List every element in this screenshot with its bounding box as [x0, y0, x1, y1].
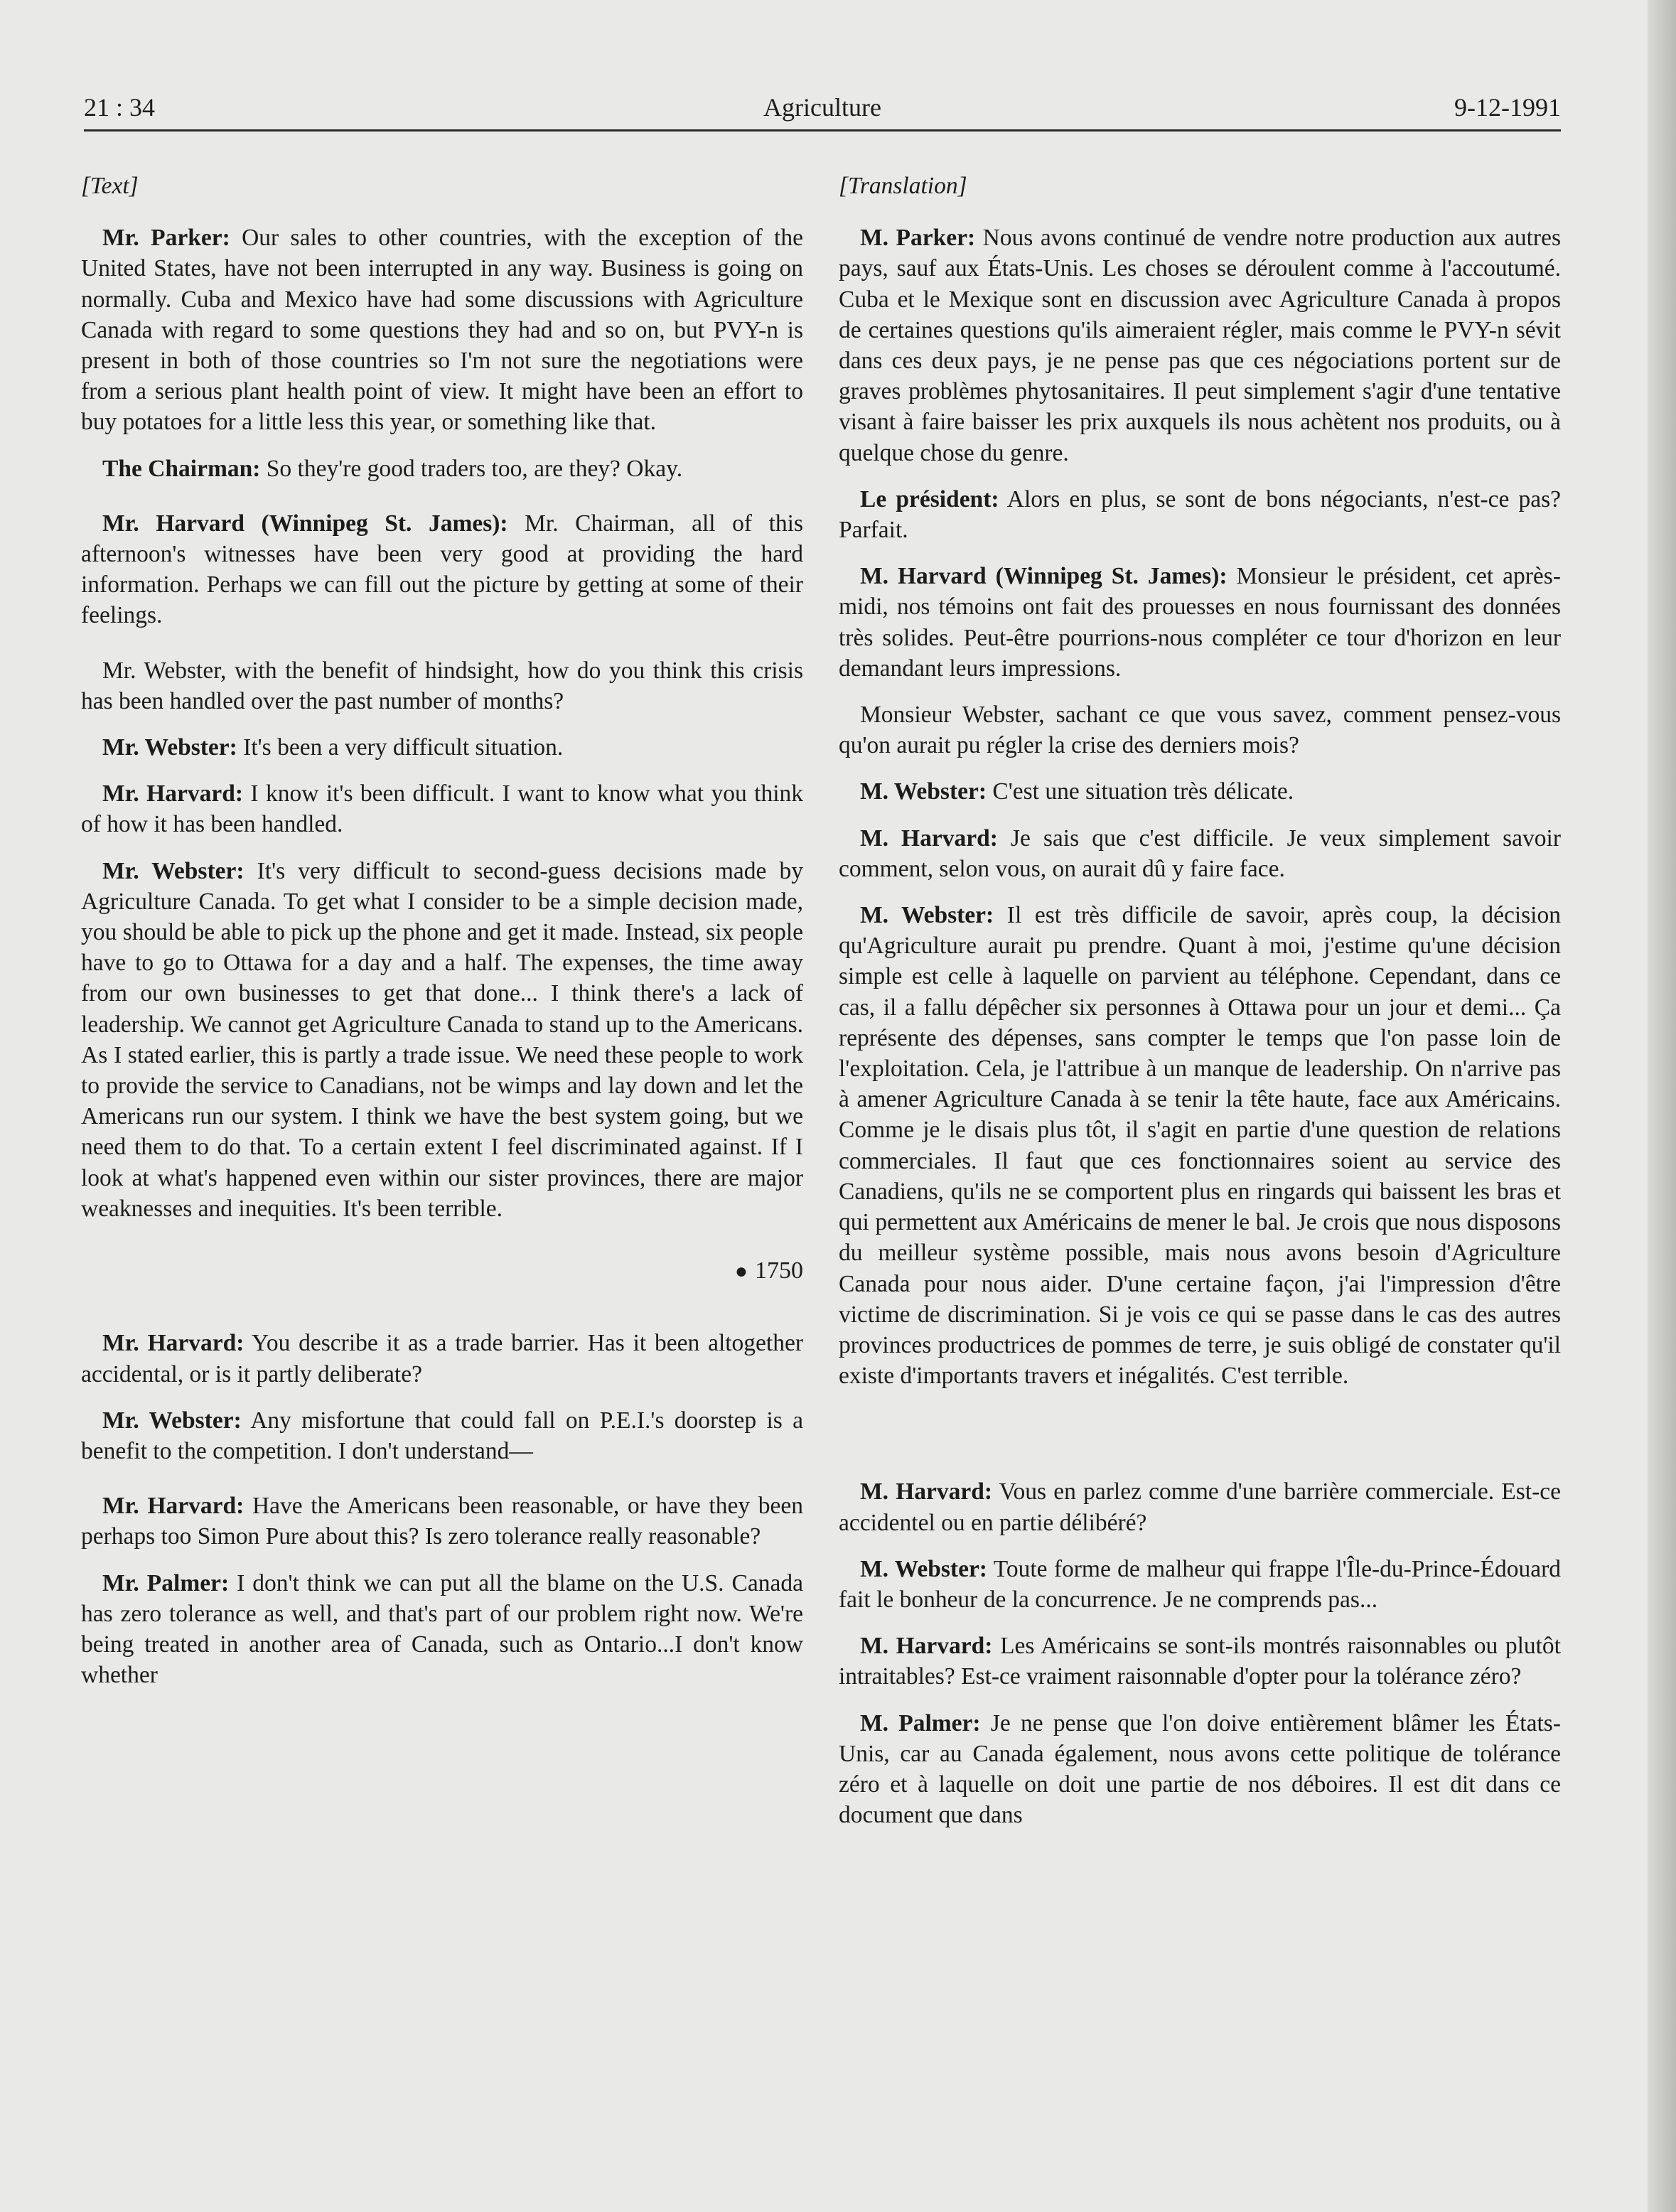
- speaker-name: M. Harvard (Winnipeg St. James):: [860, 563, 1228, 590]
- speech-text: So they're good traders too, are they? Okay.: [260, 455, 683, 482]
- page-edge-shadow: [1648, 0, 1676, 2212]
- speech-text: Any misfortune that could fall on P.E.I.'s doorstep is a benefit to the competition. I don't understand—: [81, 1407, 804, 1464]
- speaker-name: M. Parker:: [860, 225, 976, 252]
- speech-text: I know it's been difficult. I want to know what you think of how it has been handled.: [81, 780, 804, 838]
- speech-text: Alors en plus, se sont de bons négociants, n'est-ce pas? Parfait.: [839, 485, 1562, 544]
- speaker-name: Mr. Harvard:: [102, 1330, 245, 1357]
- page-date: 9-12-1991: [1454, 93, 1561, 122]
- paragraph: [839, 484, 1561, 545]
- speech-text: Vous en parlez comme d'une barrière commerciale. Est-ce accidentel ou en partie délibéré?: [839, 1478, 1561, 1536]
- speaker-name: Mr. Webster:: [102, 857, 245, 884]
- speech-text: It's been a very difficult situation.: [237, 734, 564, 761]
- paragraph: Mr. Webster, with the benefit of hindsight, how do you think this crisis has been handled over the past number of months?: [81, 657, 803, 714]
- column-label: [Text]: [81, 173, 139, 199]
- paragraph: [81, 222, 803, 437]
- speech-text: Je sais que c'est difficile. Je veux simplement savoir comment, selon vous, on aurait dû y faire face.: [839, 825, 1562, 882]
- speaker-name: Mr. Parker:: [102, 225, 230, 252]
- paragraph: [839, 776, 1561, 807]
- speech-text: C'est une situation très délicate.: [987, 778, 1294, 805]
- paragraph: [839, 222, 1561, 468]
- paragraph: [839, 1554, 1561, 1615]
- page-header: [84, 87, 1561, 131]
- paragraph: Monsieur Webster, sachant ce que vous savez, comment pensez-vous qu'on aurait pu régler la crise des derniers mois?: [839, 702, 1561, 759]
- paragraph: [81, 508, 803, 631]
- column-label: [Translation]: [839, 173, 967, 199]
- paragraph: [81, 1328, 803, 1389]
- speaker-name: Mr. Harvard:: [102, 780, 244, 807]
- english-column: [81, 171, 803, 1706]
- paragraph: [839, 900, 1561, 1391]
- paragraph: [81, 1568, 803, 1691]
- paragraph: [839, 823, 1561, 884]
- paragraph: [81, 778, 803, 839]
- speaker-name: M. Webster:: [860, 1555, 987, 1582]
- french-column: [839, 171, 1561, 1846]
- speaker-name: Mr. Harvard:: [102, 1493, 245, 1520]
- paragraph: [839, 561, 1561, 684]
- speech-text: Je ne pense que l'on doive entièrement blâmer les États-Unis, car au Canada également, nous avons cette politique de tolérance zéro et à laquelle on doit une partie de nos déboires. Il est dit dans ce document que dans: [839, 1709, 1561, 1829]
- speech-text: Nous avons continué de vendre notre production aux autres pays, sauf aux États-Unis. Les choses se déroulent comme à l'accoutumé. Cuba et le Mexique sont en discussion avec Agriculture Canada à propos de certaines questions qu'ils aimeraient régler, mais comme le PVY-n sévit dans ces deux pays, je ne pense pas que ces négociations portent sur de graves problèmes phytosanitaires. Il peut simplement s'agir d'une tentative visant à faire baisser les prix auxquels ils nous achètent nos produits, ou à quelque chose du genre.: [839, 225, 1561, 466]
- paragraph: [839, 1631, 1561, 1692]
- speech-text: Il est très difficile de savoir, après coup, la décision qu'Agriculture aurait pu prendre. Quant à moi, j'estime qu'une décision simple est celle à laquelle on parvient au téléphone. Cependant, dans ce cas, il a fallu dépêcher six personnes à Ottawa pour un jour et demi... Ça représente des dépenses, sans compter le temps que l'on passe loin de l'exploitation. Cela, je l'attribue à un manque de leadership. On n'arrive pas à amener Agriculture Canada à se tenir la tête haute, face aux Américains. Comme je le disais plus tôt, il s'agit en partie d'une question de relations commerciales. Il faut que ces fonctionnaires soient au service des Canadiens, qu'ils ne se comportent plus en ringards qui baissent les bras et qui permettent aux Américains de mener le bal. Je crois que nous disposons du meilleur système possible, mais nous avons besoin d'Agriculture Canada pour nous aider. D'une certaine façon, j'ai l'impression d'être victime de discrimination. Si je vois ce qui se passe dans le cas des autres provinces productrices de pommes de terre, je suis obligé de constater qu'il existe d'importants travers et inégalités. C'est terrible.: [839, 902, 1561, 1390]
- paragraph: [81, 1491, 803, 1552]
- speaker-name: M. Harvard:: [860, 1633, 993, 1660]
- running-title: Agriculture: [763, 93, 881, 122]
- speaker-name: M. Webster:: [860, 778, 987, 805]
- paragraph: [81, 1405, 803, 1466]
- bullet-icon: ●: [734, 1260, 748, 1284]
- speech-text: Toute forme de malheur qui frappe l'Île-du-Prince-Édouard fait le bonheur de la concurrence. Je ne comprends pas...: [839, 1555, 1561, 1613]
- paragraph: [81, 453, 803, 484]
- speaker-name: Mr. Palmer:: [102, 1569, 230, 1596]
- speaker-name: M. Harvard:: [860, 1478, 993, 1505]
- speaker-name: Le président:: [860, 485, 999, 512]
- paragraph: [81, 732, 803, 763]
- speech-text: Mr. Chairman, all of this afternoon's witnesses have been very good at providing the hard information. Perhaps we can fill out the picture by getting at some of their feelings.: [81, 510, 803, 629]
- paragraph: [839, 1708, 1561, 1831]
- speaker-name: M. Harvard:: [860, 825, 998, 852]
- time-marker-value: 1750: [755, 1257, 803, 1284]
- speech-text: Have the Americans been reasonable, or have they been perhaps too Simon Pure about this? Is zero tolerance really reasonable?: [81, 1493, 803, 1550]
- speech-text: Monsieur le président, cet après-midi, nos témoins ont fait des prouesses en nous fournissant des données très solides. Peut-être pourrions-nous compléter ce tour d'horizon en leur demandant leurs impressions.: [839, 563, 1561, 682]
- speaker-name: The Chairman:: [102, 455, 261, 482]
- speech-text: You describe it as a trade barrier. Has it been altogether accidental, or is it partly deliberate?: [81, 1330, 804, 1387]
- speech-text: It's very difficult to second-guess decisions made by Agriculture Canada. To get what I consider to be a simple decision made, you should be able to pick up the phone and get it made. Instead, six people have to go to Ottawa for a day and a half. The expenses, the time away from our own businesses to get that done... I think there's a lack of leadership. We cannot get Agriculture Canada to stand up to the Americans. As I stated earlier, this is partly a trade issue. We need these people to work to provide the service to Canadians, not be wimps and lay down and let the Americans run our system. I think we have the best system going, but we need them to do that. To a certain extent I feel discriminated against. If I look at what's happened even within our sister provinces, there are major weaknesses and inequities. It's been terrible.: [81, 857, 803, 1222]
- paragraph: [81, 856, 803, 1224]
- speech-text: Our sales to other countries, with the exception of the United States, have not been interrupted in any way. Business is going on normally. Cuba and Mexico have had some discussions with Agriculture Canada with regard to some questions they had and so on, but PVY-n is present in both of those countries so I'm not sure the negotiations were from a serious plant health point of view. It might have been an effort to buy potatoes for a little less this year, or something like that.: [81, 225, 803, 436]
- time-marker: [81, 1255, 803, 1287]
- speaker-name: M. Webster:: [860, 902, 994, 929]
- speaker-name: M. Palmer:: [860, 1709, 981, 1736]
- speaker-name: Mr. Harvard (Winnipeg St. James):: [102, 510, 508, 537]
- speaker-name: Mr. Webster:: [102, 1407, 242, 1434]
- speaker-name: Mr. Webster:: [102, 734, 237, 761]
- speech-text: Les Américains se sont-ils montrés raisonnables ou plutôt intraitables? Est-ce vraiment raisonnable d'opter pour la tolérance zéro?: [839, 1633, 1561, 1690]
- paragraph: [839, 1476, 1561, 1537]
- page-folio: 21 : 34: [84, 93, 156, 122]
- speech-text: I don't think we can put all the blame on the U.S. Canada has zero tolerance as well, and that's part of our problem right now. We're being treated in another area of Canada, such as Ontario...I don't know whether: [81, 1569, 803, 1689]
